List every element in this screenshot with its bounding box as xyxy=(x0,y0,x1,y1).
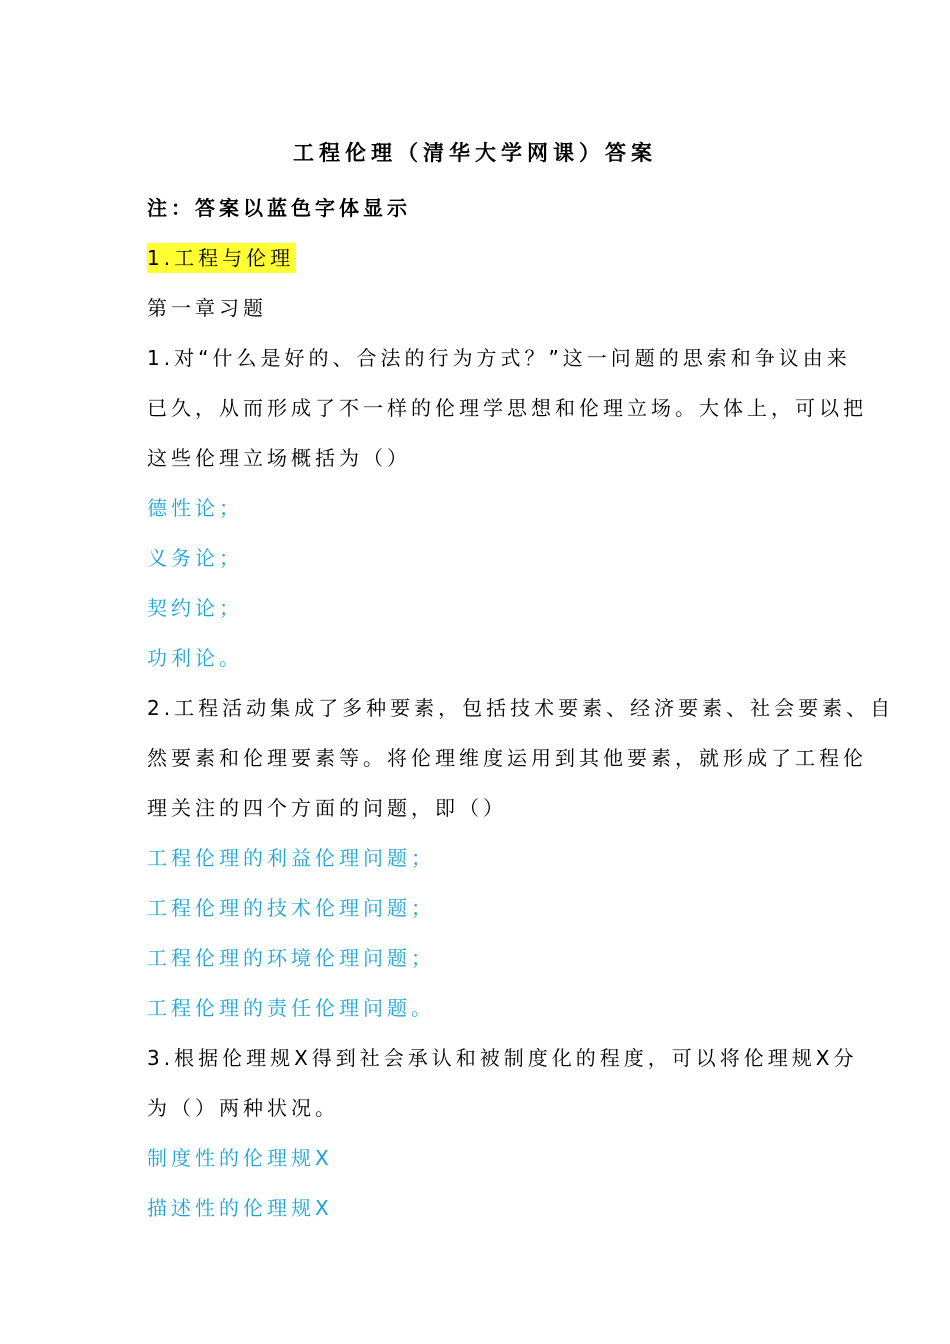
question-2-line-2: 然要素和伦理要素等。将伦理维度运用到其他要素，就形成了工程伦 xyxy=(147,746,867,770)
question-1-answer-3: 契约论； xyxy=(147,596,243,620)
question-3-answer-2: 描述性的伦理规X xyxy=(147,1196,333,1220)
question-1-answer-1: 德性论； xyxy=(147,496,243,520)
question-1-line-3: 这些伦理立场概括为（） xyxy=(147,446,411,470)
question-2-answer-2: 工程伦理的技术伦理问题； xyxy=(147,896,435,920)
section-heading: 1.工程与伦理 xyxy=(147,243,296,273)
question-3-line-2: 为（）两种状况。 xyxy=(147,1096,339,1120)
question-2-line-3: 理关注的四个方面的问题，即（） xyxy=(147,796,507,820)
chapter-heading: 第一章习题 xyxy=(147,296,267,320)
question-1-answer-4: 功利论。 xyxy=(147,646,243,670)
document-title: 工程伦理（清华大学网课）答案 xyxy=(293,141,657,165)
question-2-answer-4: 工程伦理的责任伦理问题。 xyxy=(147,996,435,1020)
question-1-line-2: 已久，从而形成了不一样的伦理学思想和伦理立场。大体上，可以把 xyxy=(147,396,867,420)
question-3-line-1: 3.根据伦理规X得到社会承认和被制度化的程度，可以将伦理规X分 xyxy=(147,1046,858,1070)
question-2-answer-3: 工程伦理的环境伦理问题； xyxy=(147,946,435,970)
note-line: 注：答案以蓝色字体显示 xyxy=(147,196,411,220)
document-body xyxy=(147,183,895,1233)
question-2-line-1: 2.工程活动集成了多种要素，包括技术要素、经济要素、社会要素、自 xyxy=(147,696,895,720)
question-1-answer-2: 义务论； xyxy=(147,546,243,570)
question-1-line-1: 1.对“什么是好的、合法的行为方式？”这一问题的思索和争议由来 xyxy=(147,346,851,370)
question-2-answer-1: 工程伦理的利益伦理问题； xyxy=(147,846,435,870)
question-3-answer-1: 制度性的伦理规X xyxy=(147,1146,333,1170)
